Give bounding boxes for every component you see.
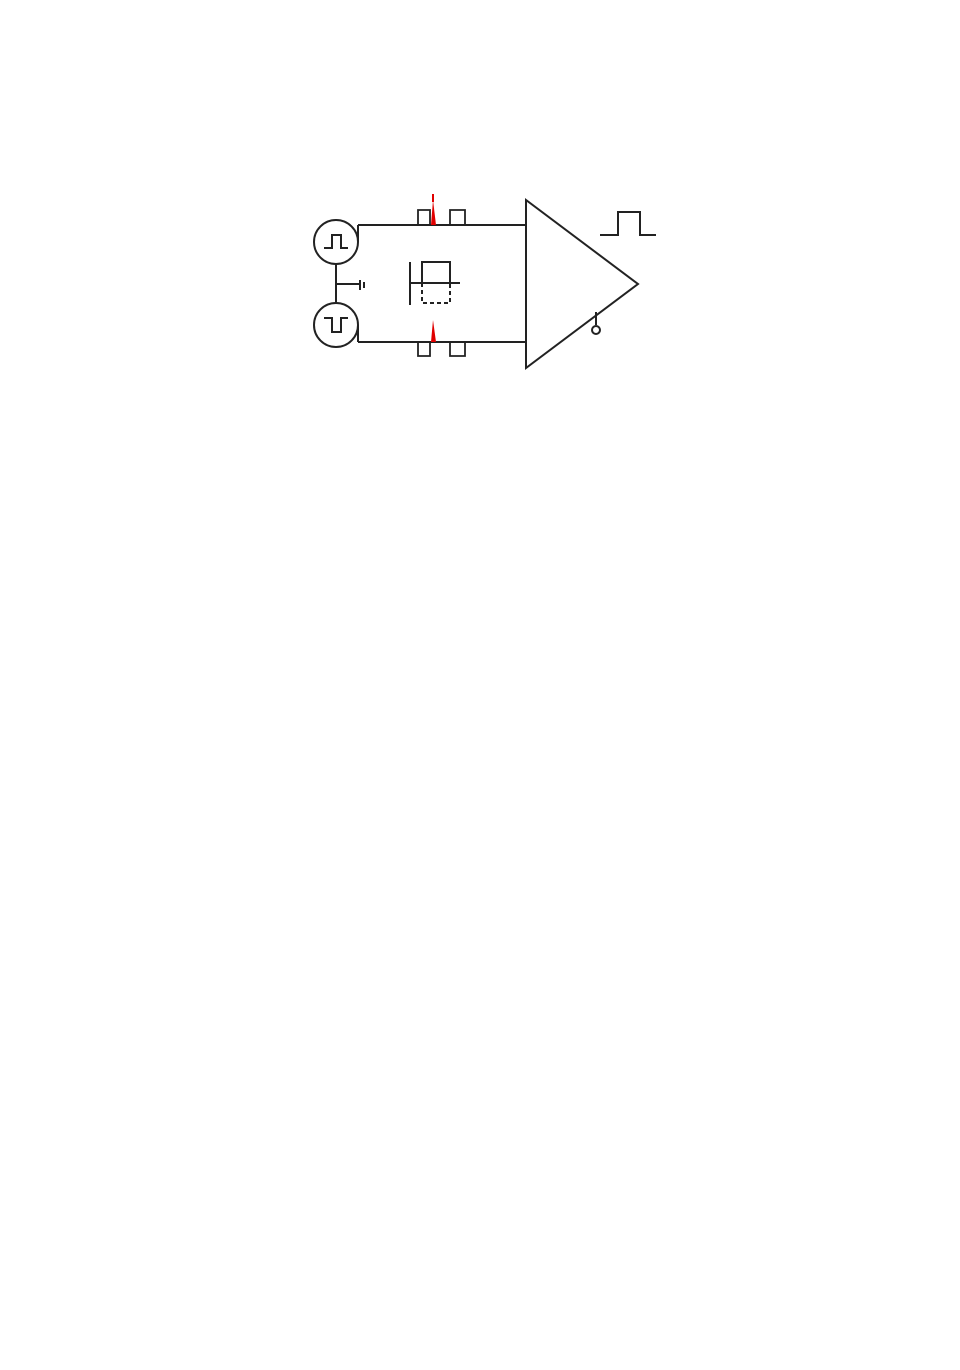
noise-spike-top	[431, 200, 436, 225]
noise-spike-bottom	[431, 320, 436, 342]
cable-wiring-diagrams	[215, 925, 755, 1270]
receiver-amplifier	[526, 200, 638, 368]
tx-minus-source	[314, 303, 358, 347]
noise-cancellation-diagram	[300, 180, 660, 380]
tx-plus-source	[314, 220, 358, 264]
